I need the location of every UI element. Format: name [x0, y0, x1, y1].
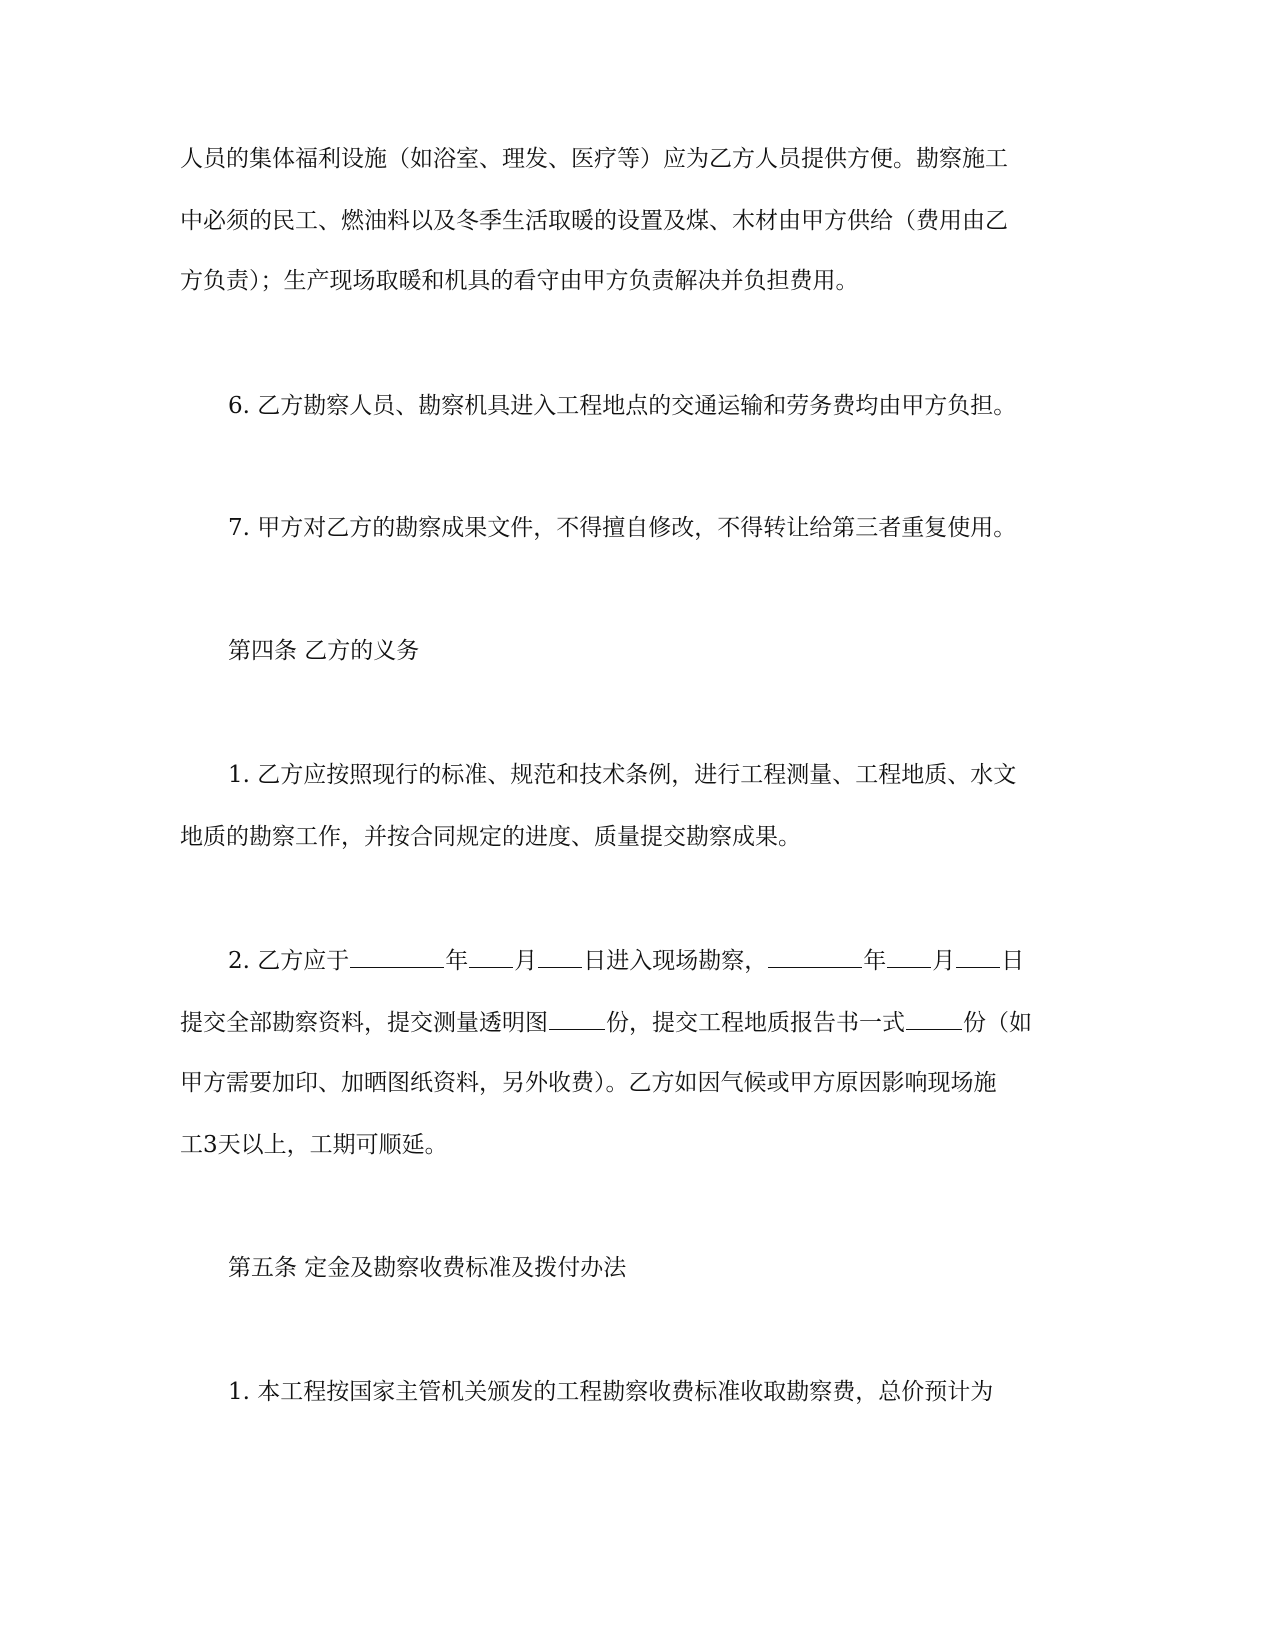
fill-in-blank-month — [887, 945, 931, 968]
article-4-clause-1-line: 地质的勘察工作，并按合同规定的进度、质量提交勘察成果。 — [180, 824, 801, 850]
fill-in-blank-year — [350, 945, 444, 968]
paragraph-line: 人员的集体福利设施（如浴室、理发、医疗等）应为乙方人员提供方便。勘察施工 — [180, 146, 1008, 172]
fill-in-blank-copies — [906, 1007, 962, 1030]
fill-in-blank-year — [768, 945, 862, 968]
fill-in-blank-day — [538, 945, 582, 968]
clause-text: 年 — [863, 948, 887, 974]
article-5-clause-1: 1. 本工程按国家主管机关颁发的工程勘察收费标准收取勘察费，总价预计为 — [228, 1379, 994, 1405]
clause-text: 月 — [932, 948, 956, 974]
paragraph-line: 中必须的民工、燃油料以及冬季生活取暖的设置及煤、木材由甲方供给（费用由乙 — [180, 208, 1008, 234]
article-4-clause-2-line: 甲方需要加印、加晒图纸资料，另外收费）。乙方如因气候或甲方原因影响现场施 — [180, 1070, 997, 1096]
clause-text: 日进入现场勘察， — [583, 948, 768, 974]
article-5-heading: 第五条 定金及勘察收费标准及拨付办法 — [228, 1255, 627, 1281]
article-4-heading: 第四条 乙方的义务 — [228, 638, 420, 664]
article-4-clause-1-line: 1. 乙方应按照现行的标准、规范和技术条例，进行工程测量、工程地质、水文 — [228, 762, 1017, 788]
fill-in-blank-day — [956, 945, 1000, 968]
clause-text: 份（如 — [963, 1010, 1032, 1036]
clause-text: 份，提交工程地质报告书一式 — [606, 1010, 905, 1036]
clause-6: 6. 乙方勘察人员、勘察机具进入工程地点的交通运输和劳务费均由甲方负担。 — [228, 393, 1017, 419]
article-4-clause-2-line: 工3天以上，工期可顺延。 — [180, 1132, 448, 1158]
fill-in-blank-month — [469, 945, 513, 968]
clause-text: 提交全部勘察资料，提交测量透明图 — [180, 1010, 548, 1036]
clause-text: 2. 乙方应于 — [228, 948, 350, 974]
clause-text: 月 — [514, 948, 538, 974]
paragraph-line: 方负责）；生产现场取暖和机具的看守由甲方负责解决并负担费用。 — [180, 268, 859, 294]
clause-text: 年 — [445, 948, 469, 974]
article-4-clause-2-line — [228, 945, 1118, 976]
clause-7: 7. 甲方对乙方的勘察成果文件，不得擅自修改，不得转让给第三者重复使用。 — [228, 515, 1017, 541]
fill-in-blank-copies — [549, 1007, 605, 1030]
article-4-clause-2-line — [180, 1007, 1070, 1038]
clause-text: 日 — [1001, 948, 1025, 974]
